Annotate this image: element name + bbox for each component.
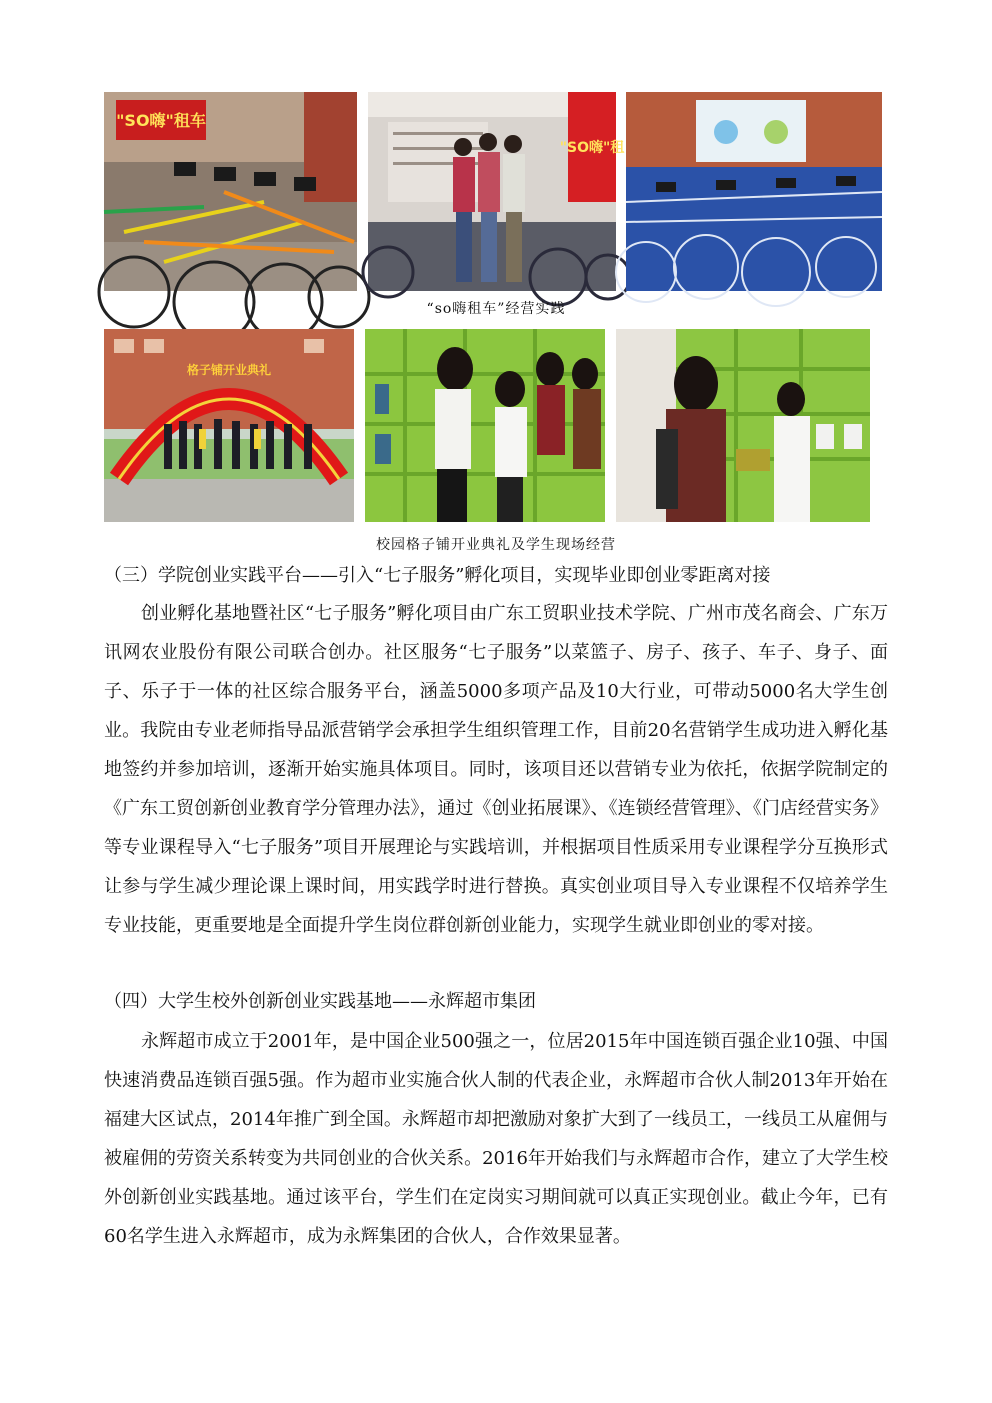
figure-caption-row1: “so嗨租车”经营实践	[426, 301, 566, 317]
photo-banner-text: 格子铺开业典礼	[186, 363, 272, 377]
section-3-paragraph: 创业孵化基地暨社区“七子服务”孵化项目由广东工贸职业技术学院、广州市茂名商会、广东万讯网农业股份有限公司联合创办。社区服务“七子服务”以菜篮子、房子、孩子、车子、身子、面子、乐子于一体的社区综合服务平台，涵盖5000多项产品及10大行业，可带动5000名大学生创业。我院由专业老师指导品派营销学会承担学生组织管理工作，目前20名营销学生成功进入孵化基地签约并参加培训，逐渐开始实施具体项目。同时，该项目还以营销专业为依托，依据学院制定的《广东工贸创新创业教育学分管理办法》，通过《创业拓展课》、《连锁经营管理》、《门店经营实务》等专业课程导入“七子服务”项目开展理论与实践培训，并根据项目性质采用专业课程学分互换形式让参与学生减少理论课上课时间，用实践学时进行替换。真实创业项目导入专业课程不仅培养学生专业技能，更重要地是全面提升学生岗位群创新创业能力，实现学生就业即创业的零对接。	[104, 603, 888, 936]
section-3-heading: （三）学院创业实践平台——引入“七子服务”孵化项目，实现毕业即创业零距离对接	[104, 565, 771, 586]
photo-bicycle-rental-3	[626, 92, 882, 291]
photo-sign-text: "SO嗨"租	[559, 140, 625, 156]
section-4-paragraph: 永辉超市成立于2001年，是中国企业500强之一，位居2015年中国连锁百强企业10强、中国快速消费品连锁百强5强。作为超市业实施合伙人制的代表企业，永辉超市合伙人制2013年开始在福建大区试点，2014年推广到全国。永辉超市却把激励对象扩大到了一线员工，一线员工从雇佣与被雇佣的劳资关系转变为共同创业的合伙关系。2016年开始我们与永辉超市合作，建立了大学生校外创新创业实践基地。通过该平台，学生们在定岗实习期间就可以真正实现创业。截止今年，已有60名学生进入永辉超市，成为永辉集团的合伙人，合作效果显著。	[104, 1031, 888, 1247]
section-4-heading: （四）大学生校外创新创业实践基地——永辉超市集团	[104, 991, 536, 1012]
photo-sign-text: "SO嗨"租车	[116, 111, 206, 130]
photo-opening-ceremony	[104, 329, 354, 522]
photo-grid-shop-2	[616, 329, 870, 522]
photo-grid-shop-1	[365, 329, 605, 522]
photo-bicycle-rental-2	[368, 92, 625, 291]
figure-caption-row2: 校园格子铺开业典礼及学生现场经营	[376, 537, 616, 553]
photo-bicycle-rental-1	[104, 92, 357, 291]
